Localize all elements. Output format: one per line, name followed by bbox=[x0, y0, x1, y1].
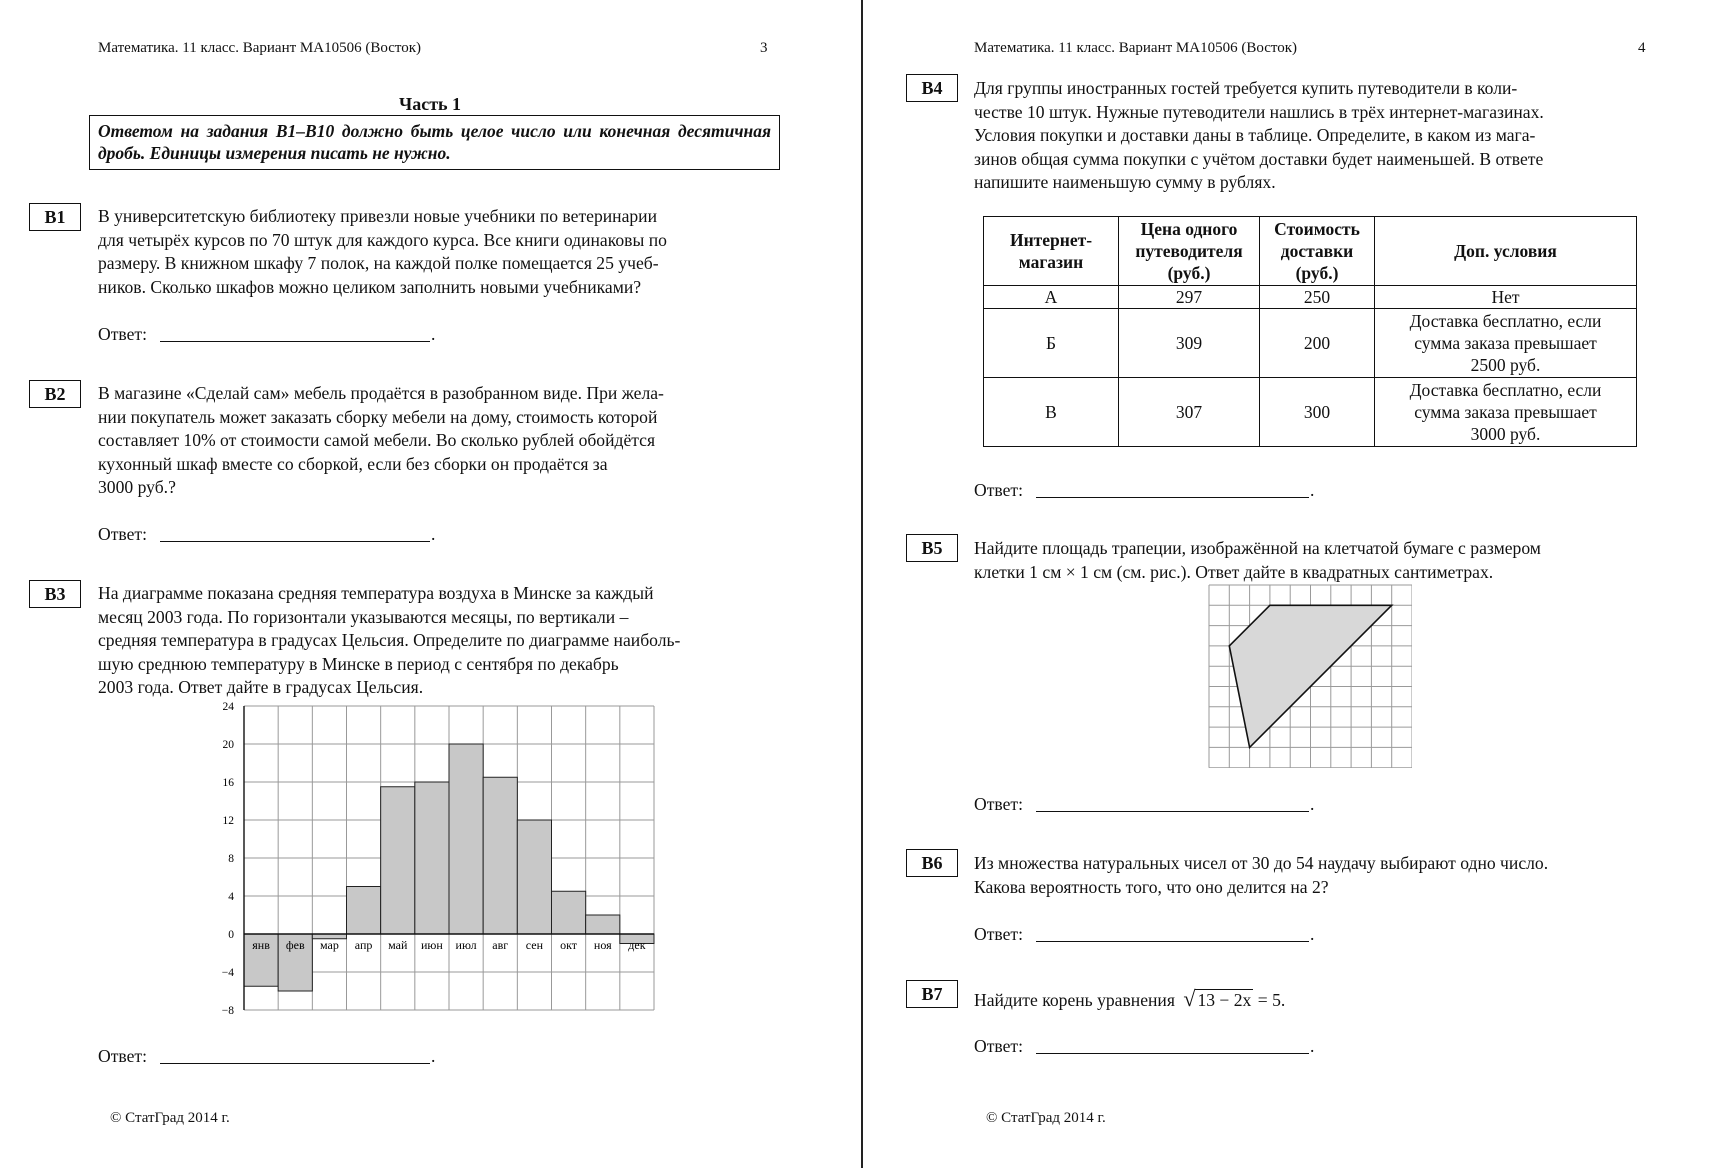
left-page-header: Математика. 11 класс. Вариант МА10506 (Восток) bbox=[98, 40, 421, 56]
answer-field-b5[interactable] bbox=[1036, 811, 1309, 812]
header-line: (руб.) bbox=[1167, 263, 1211, 283]
task-line: Какова вероятность того, что оно делится на 2? bbox=[974, 876, 1329, 897]
table-row bbox=[984, 309, 1637, 378]
task-b2-text bbox=[98, 382, 770, 500]
x-tick-label: авг bbox=[492, 938, 509, 952]
task-label-b4: B4 bbox=[906, 74, 958, 102]
table-cell bbox=[1375, 378, 1637, 447]
bar-сен bbox=[517, 820, 551, 934]
answer-end: . bbox=[431, 1046, 436, 1066]
answer-label: Ответ: bbox=[974, 794, 1023, 814]
answer-field-b3[interactable] bbox=[160, 1063, 430, 1064]
table-cell: 309 bbox=[1119, 309, 1260, 378]
answer-field-b7[interactable] bbox=[1036, 1053, 1309, 1054]
task-b1-text bbox=[98, 205, 770, 299]
answer-end: . bbox=[1310, 1036, 1315, 1056]
right-page-header: Математика. 11 класс. Вариант МА10506 (Восток) bbox=[974, 40, 1297, 56]
task-b4-text bbox=[974, 77, 1646, 195]
x-tick-label: мар bbox=[319, 938, 339, 952]
answer-field-b6[interactable] bbox=[1036, 941, 1309, 942]
x-tick-label: апр bbox=[354, 938, 373, 952]
cell-line: 2500 руб. bbox=[1470, 355, 1541, 375]
answer-end: . bbox=[1310, 480, 1315, 500]
header-line: Стоимость bbox=[1274, 219, 1360, 239]
task-line: 3000 руб.? bbox=[98, 477, 176, 497]
task-label-b2: B2 bbox=[29, 380, 81, 408]
answer-label: Ответ: bbox=[974, 1036, 1023, 1056]
bar-ноя bbox=[586, 915, 620, 934]
table-cell: 250 bbox=[1260, 286, 1375, 309]
cell-line: сумма заказа превышает bbox=[1414, 402, 1597, 422]
task-line: нии покупатель может заказать сборку мебели на дому, стоимость которой bbox=[98, 406, 658, 427]
task-label-b3: B3 bbox=[29, 580, 81, 608]
x-tick-label: ноя bbox=[593, 938, 612, 952]
task-line: честве 10 штук. Нужные путеводители нашлись в трёх интернет-магазинах. bbox=[974, 101, 1544, 122]
answer-end: . bbox=[1310, 794, 1315, 814]
table-header-cell bbox=[984, 217, 1119, 286]
task-line: месяц 2003 года. По горизонтали указываются месяцы, по вертикали – bbox=[98, 606, 629, 627]
table-header-row bbox=[984, 217, 1637, 286]
table-cell bbox=[1375, 309, 1637, 378]
task-b5-text bbox=[974, 537, 1646, 584]
x-tick-label: сен bbox=[525, 938, 544, 952]
shops-table bbox=[983, 216, 1637, 447]
right-page-number: 4 bbox=[1638, 40, 1646, 56]
sqrt-sign-icon: √ bbox=[1183, 986, 1196, 1011]
task-line: На диаграмме показана средняя температура воздуха в Минске за каждый bbox=[98, 583, 654, 603]
trapezoid-figure bbox=[1206, 582, 1412, 768]
task-line: для четырёх курсов по 70 штук для каждого курса. Все книги одинаковы по bbox=[98, 229, 667, 250]
cell-line: Доставка бесплатно, если bbox=[1409, 380, 1602, 400]
table-header-cell bbox=[1260, 217, 1375, 286]
y-tick-label: 8 bbox=[228, 853, 234, 865]
table-cell: В bbox=[984, 378, 1119, 447]
header-line: (руб.) bbox=[1295, 263, 1339, 283]
table-cell: 297 bbox=[1119, 286, 1260, 309]
task-line: В университетскую библиотеку привезли новые учебники по ветеринарии bbox=[98, 206, 658, 226]
header-line: Доп. условия bbox=[1454, 241, 1557, 261]
bar-июл bbox=[449, 744, 483, 934]
answer-label: Ответ: bbox=[98, 524, 147, 544]
answer-label: Ответ: bbox=[974, 480, 1023, 500]
task-line: зинов общая сумма покупки с учётом доставки будет наименьшей. В ответе bbox=[974, 148, 1544, 169]
task-line: В магазине «Сделай сам» мебель продаётся в разобранном виде. При жела- bbox=[98, 383, 664, 403]
table-cell: 300 bbox=[1260, 378, 1375, 447]
answer-label: Ответ: bbox=[98, 324, 147, 344]
header-line: Цена одного bbox=[1140, 219, 1238, 239]
bar-окт bbox=[552, 891, 586, 934]
y-tick-label: 20 bbox=[222, 739, 234, 751]
equation-tail: = 5. bbox=[1253, 990, 1286, 1010]
x-tick-label: окт bbox=[560, 938, 578, 952]
task-line: шую среднюю температуру в Минске в период с сентября по декабрь bbox=[98, 653, 619, 674]
task-b3-text bbox=[98, 582, 770, 700]
table-row bbox=[984, 286, 1637, 309]
task-label-b6: B6 bbox=[906, 849, 958, 877]
page-divider bbox=[861, 0, 863, 1168]
y-tick-label: −8 bbox=[221, 1005, 234, 1017]
x-tick-label: фев bbox=[285, 938, 305, 952]
table-cell: Нет bbox=[1375, 286, 1637, 309]
task-b7-text bbox=[974, 986, 1285, 1012]
answer-label: Ответ: bbox=[98, 1046, 147, 1066]
cell-line: Доставка бесплатно, если bbox=[1409, 311, 1602, 331]
task-label-b7: B7 bbox=[906, 980, 958, 1008]
part-title: Часть 1 bbox=[399, 94, 462, 114]
table-cell: Б bbox=[984, 309, 1119, 378]
x-tick-label: янв bbox=[252, 938, 270, 952]
task-line: напишите наименьшую сумму в рублях. bbox=[974, 172, 1276, 192]
task-label-b1: B1 bbox=[29, 203, 81, 231]
task-line: Из множества натуральных чисел от 30 до 54 наудачу выбирают одно число. bbox=[974, 853, 1549, 873]
y-tick-label: 4 bbox=[228, 891, 234, 903]
header-line: доставки bbox=[1280, 241, 1354, 261]
header-line: магазин bbox=[1018, 252, 1084, 272]
x-tick-label: дек bbox=[628, 938, 646, 952]
table-cell: 200 bbox=[1260, 309, 1375, 378]
table-header-cell bbox=[1375, 217, 1637, 286]
y-tick-label: 12 bbox=[222, 815, 234, 827]
task-line: ников. Сколько шкафов можно целиком заполнить новыми учебниками? bbox=[98, 276, 642, 297]
task-line: Для группы иностранных гостей требуется купить путеводители в коли- bbox=[974, 78, 1518, 98]
bar-авг bbox=[483, 777, 517, 934]
x-tick-label: май bbox=[388, 938, 408, 952]
sqrt-expression bbox=[1183, 986, 1253, 1012]
task-line: клетки 1 см × 1 см (см. рис.). Ответ дайте в квадратных сантиметрах. bbox=[974, 561, 1494, 582]
cell-line: 3000 руб. bbox=[1470, 424, 1541, 444]
right-footer: © СтатГрад 2014 г. bbox=[986, 1110, 1106, 1126]
table-cell: А bbox=[984, 286, 1119, 309]
task-line: средняя температура в градусах Цельсия. Определите по диаграмме наиболь- bbox=[98, 630, 681, 650]
task-line: составляет 10% от стоимости самой мебели. Во сколько рублей обойдётся bbox=[98, 430, 656, 450]
cell-line: сумма заказа превышает bbox=[1414, 333, 1597, 353]
task-line: Условия покупки и доставки даны в таблице. Определите, в каком из мага- bbox=[974, 125, 1536, 145]
task-b6-text bbox=[974, 852, 1646, 899]
table-header-cell bbox=[1119, 217, 1260, 286]
task-label-b5: B5 bbox=[906, 534, 958, 562]
task-line: кухонный шкаф вместе со сборкой, если без сборки он продаётся за bbox=[98, 453, 608, 474]
x-tick-label: июл bbox=[455, 938, 477, 952]
answer-end: . bbox=[1310, 924, 1315, 944]
header-line: путеводителя bbox=[1135, 241, 1243, 261]
y-tick-label: −4 bbox=[221, 967, 234, 979]
bar-июн bbox=[415, 782, 449, 934]
table-cell: 307 bbox=[1119, 378, 1260, 447]
y-tick-label: 24 bbox=[222, 701, 234, 713]
task-line: Найдите площадь трапеции, изображённой на клетчатой бумаге с размером bbox=[974, 538, 1541, 558]
answer-field-b1[interactable] bbox=[160, 341, 430, 342]
task-line: размеру. В книжном шкафу 7 полок, на каждой полке помещается 25 учеб- bbox=[98, 253, 659, 273]
left-page-number: 3 bbox=[760, 40, 768, 56]
temperature-chart bbox=[200, 700, 660, 1020]
bar-май bbox=[381, 787, 415, 934]
sqrt-radicand: 13 − 2x bbox=[1197, 990, 1252, 1010]
task-line: Найдите корень уравнения bbox=[974, 990, 1175, 1010]
task-line: 2003 года. Ответ дайте в градусах Цельсия. bbox=[98, 677, 424, 697]
left-footer: © СтатГрад 2014 г. bbox=[110, 1110, 230, 1126]
header-line: Интернет- bbox=[1009, 230, 1093, 250]
answer-field-b2[interactable] bbox=[160, 541, 430, 542]
rule-box: Ответом на задания B1–B10 должно быть целое число или конечная десятичная дробь. Единицы измерения писать не нужно. bbox=[89, 115, 780, 170]
answer-end: . bbox=[431, 324, 436, 344]
answer-end: . bbox=[431, 524, 436, 544]
answer-field-b4[interactable] bbox=[1036, 497, 1309, 498]
y-tick-label: 0 bbox=[228, 929, 234, 941]
table-row bbox=[984, 378, 1637, 447]
y-tick-label: 16 bbox=[222, 777, 234, 789]
x-tick-label: июн bbox=[421, 938, 443, 952]
answer-label: Ответ: bbox=[974, 924, 1023, 944]
bar-апр bbox=[347, 887, 381, 935]
